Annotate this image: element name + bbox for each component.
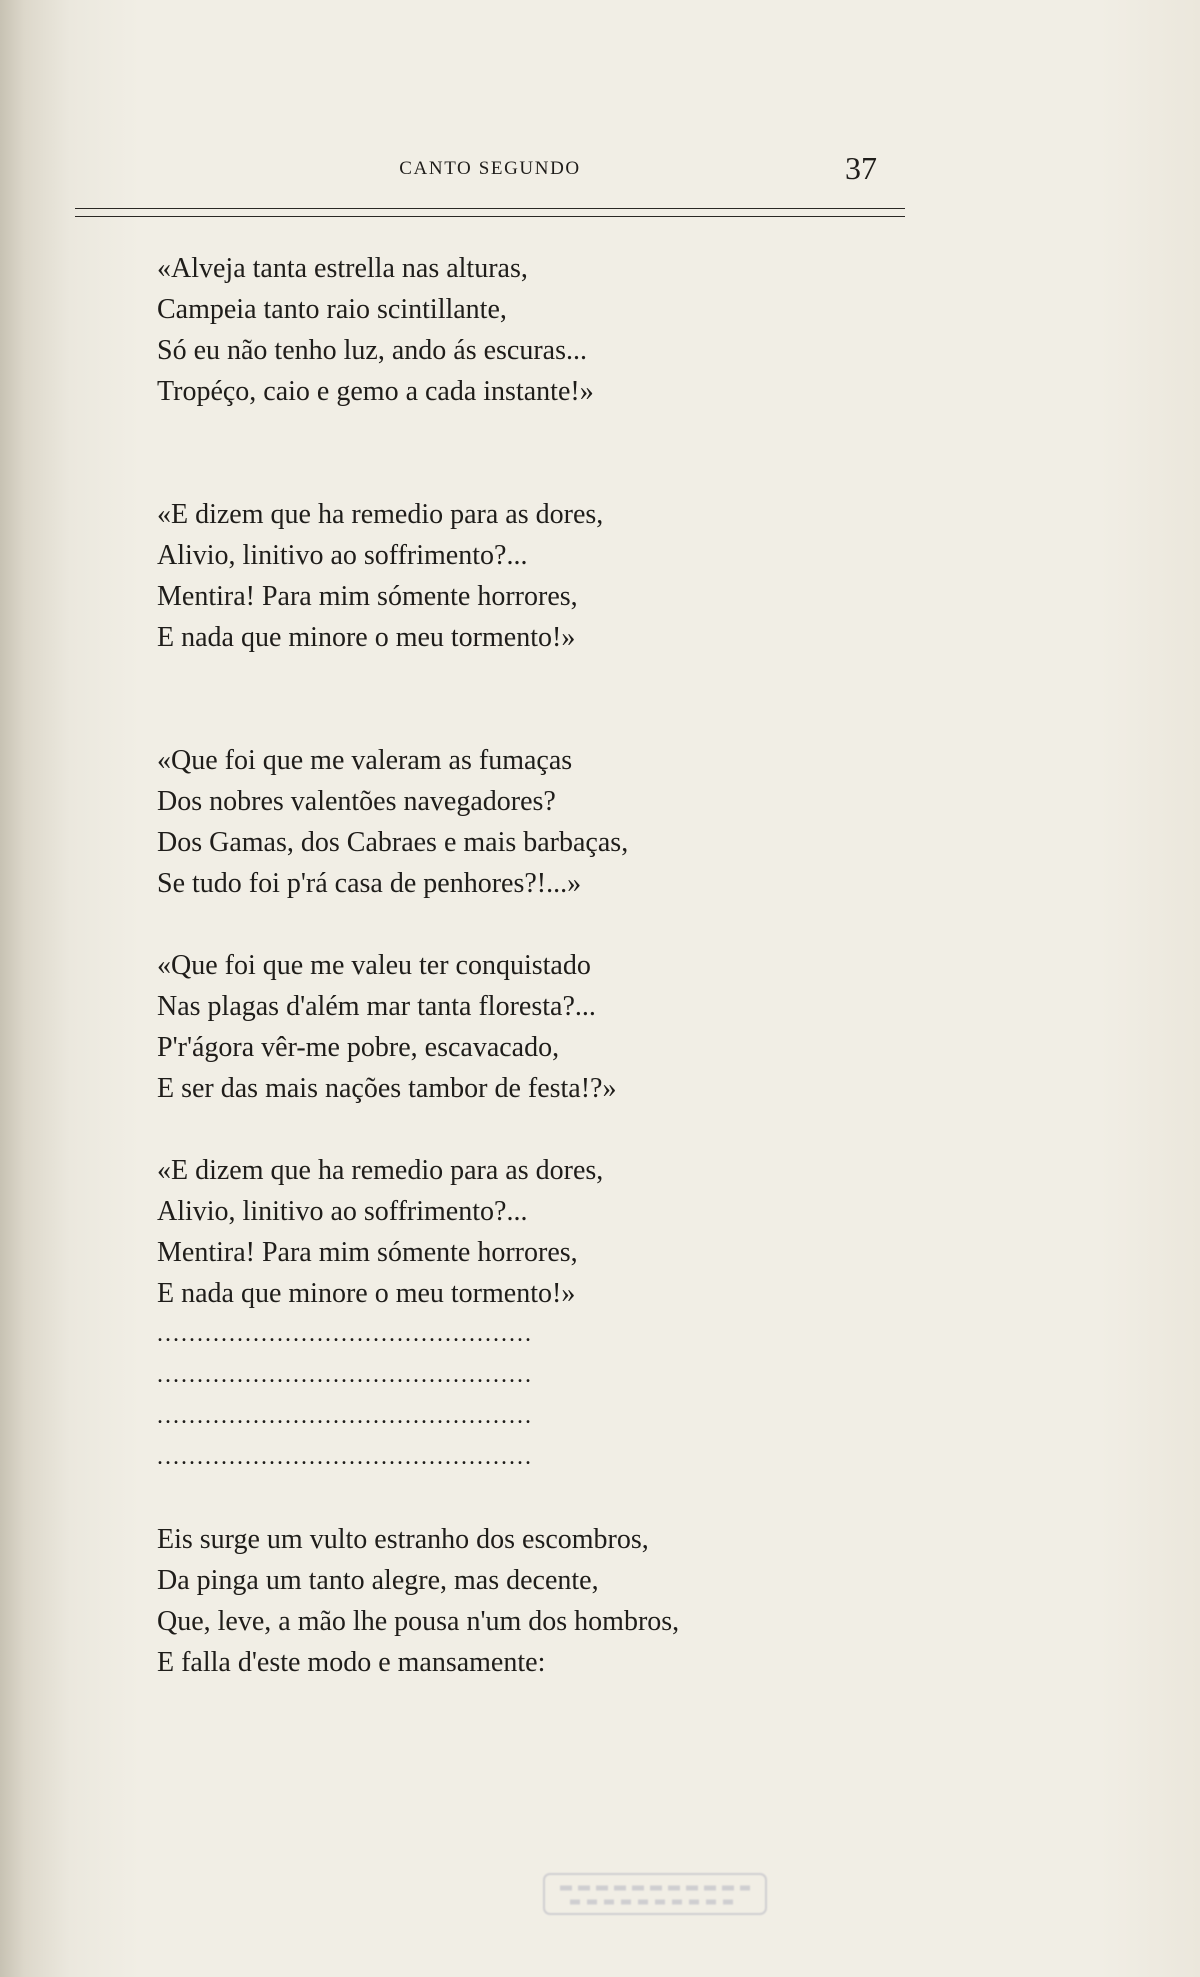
ellipsis-row: ............................................... <box>157 1444 533 1470</box>
verse-line: Dos nobres valentões navegadores? <box>157 786 556 817</box>
verse-line: Eis surge um vulto estranho dos escombros, <box>157 1524 649 1555</box>
stanza <box>157 740 877 904</box>
page-number: 37 <box>845 150 877 186</box>
verse-line: E nada que minore o meu tormento!» <box>157 1278 576 1309</box>
ellipsis-row: ............................................... <box>157 1403 533 1429</box>
verse-line: P'r'ágora vêr-me pobre, escavacado, <box>157 1032 560 1063</box>
verse-line: Mentira! Para mim sómente horrores, <box>157 1237 578 1268</box>
verse-line: Da pinga um tanto alegre, mas decente, <box>157 1565 599 1596</box>
verse-line: Se tudo foi p'rá casa de penhores?!...» <box>157 868 582 899</box>
verse-line: «E dizem que ha remedio para as dores, <box>157 499 604 530</box>
verse-line: E nada que minore o meu tormento!» <box>157 622 576 653</box>
verse-line: Alivio, linitivo ao soffrimento?... <box>157 540 528 571</box>
verse-line: Nas plagas d'além mar tanta floresta?... <box>157 991 596 1022</box>
header-double-rule <box>75 208 905 217</box>
poem-body <box>157 248 877 1683</box>
stanza <box>157 1519 877 1683</box>
verse-line: «Que foi que me valeram as fumaças <box>157 745 573 776</box>
verse-line: «E dizem que ha remedio para as dores, <box>157 1155 604 1186</box>
ellipsis-row: ............................................... <box>157 1321 533 1347</box>
stanza <box>157 1150 877 1314</box>
stanza <box>157 494 877 658</box>
ellipsis-row: ............................................... <box>157 1362 533 1388</box>
running-title: CANTO SEGUNDO <box>399 158 581 179</box>
verse-line: Campeia tanto raio scintillante, <box>157 294 507 325</box>
verse-line: Que, leve, a mão lhe pousa n'um dos hombros, <box>157 1606 680 1637</box>
verse-line: «Alveja tanta estrella nas alturas, <box>157 253 528 284</box>
library-stamp-icon <box>540 1870 770 1918</box>
stanza <box>157 248 877 412</box>
ellipsis-block <box>157 1314 877 1478</box>
verse-line: E ser das mais nações tambor de festa!?» <box>157 1073 617 1104</box>
verse-line: «Que foi que me valeu ter conquistado <box>157 950 591 981</box>
verse-line: Alivio, linitivo ao soffrimento?... <box>157 1196 528 1227</box>
verse-line: Mentira! Para mim sómente horrores, <box>157 581 578 612</box>
verse-line: Tropéço, caio e gemo a cada instante!» <box>157 376 594 407</box>
verse-line: Só eu não tenho luz, ando ás escuras... <box>157 335 587 366</box>
verse-line: E falla d'este modo e mansamente: <box>157 1647 546 1678</box>
page-header <box>75 150 905 190</box>
stanza <box>157 945 877 1109</box>
verse-line: Dos Gamas, dos Cabraes e mais barbaças, <box>157 827 629 858</box>
